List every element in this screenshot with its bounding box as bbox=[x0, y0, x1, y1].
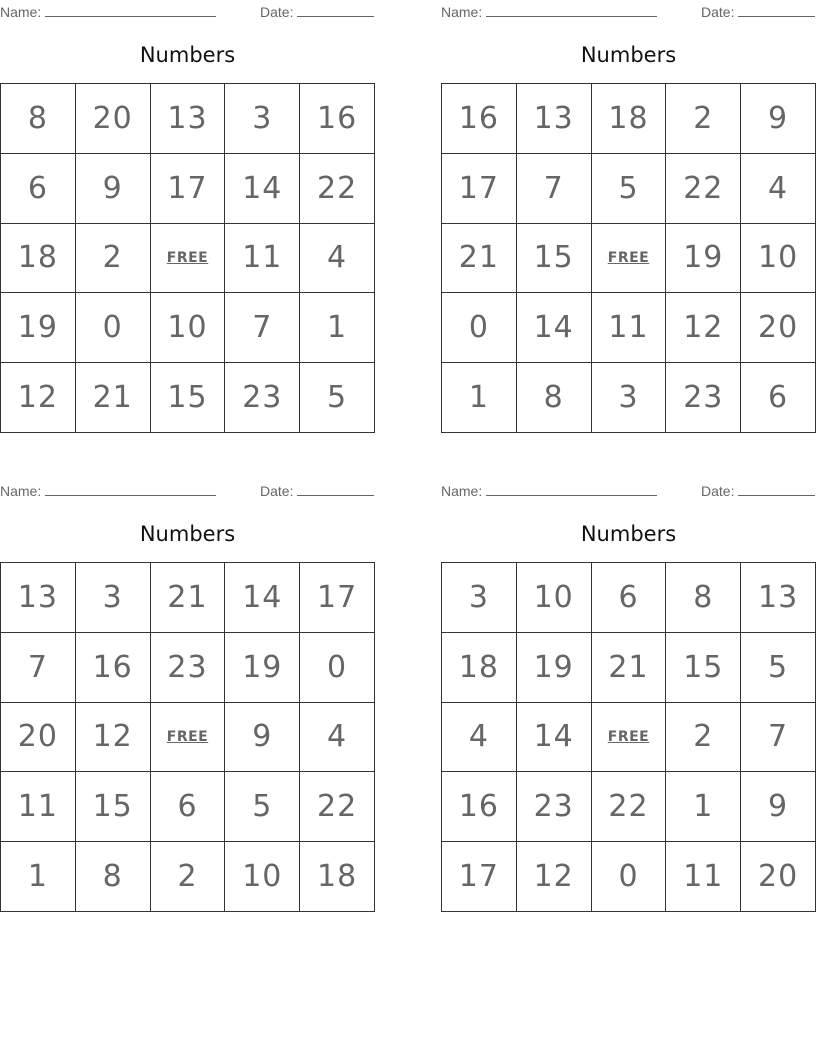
number-cell: 19 bbox=[1, 293, 76, 363]
number-cell: 14 bbox=[225, 154, 300, 224]
number-cell: 10 bbox=[517, 563, 592, 633]
number-cell: 12 bbox=[1, 363, 76, 433]
number-cell: 6 bbox=[151, 772, 226, 842]
name-blank-line[interactable] bbox=[45, 482, 216, 496]
number-cell: 1 bbox=[442, 363, 517, 433]
number-cell: 14 bbox=[225, 563, 300, 633]
number-cell: 0 bbox=[300, 633, 375, 703]
name-field[interactable] bbox=[441, 482, 657, 499]
number-cell: 22 bbox=[592, 772, 667, 842]
number-cell: 10 bbox=[741, 224, 816, 294]
number-cell: 18 bbox=[442, 633, 517, 703]
bingo-grid bbox=[441, 83, 816, 433]
card-title: Numbers bbox=[580, 522, 677, 546]
number-cell: 9 bbox=[76, 154, 151, 224]
free-space-cell: FREE bbox=[151, 703, 226, 773]
number-cell: 9 bbox=[741, 84, 816, 154]
number-cell: 18 bbox=[1, 224, 76, 294]
date-label: Date: bbox=[260, 4, 294, 20]
number-cell: 20 bbox=[1, 703, 76, 773]
number-cell: 9 bbox=[741, 772, 816, 842]
date-blank-line[interactable] bbox=[738, 482, 815, 496]
number-cell: 5 bbox=[741, 633, 816, 703]
number-cell: 8 bbox=[76, 842, 151, 912]
bingo-card bbox=[0, 0, 375, 434]
free-space-cell: FREE bbox=[592, 224, 667, 294]
date-blank-line[interactable] bbox=[297, 482, 374, 496]
date-blank-line[interactable] bbox=[297, 3, 374, 17]
name-label: Name: bbox=[0, 483, 42, 499]
number-cell: 20 bbox=[76, 84, 151, 154]
number-cell: 7 bbox=[517, 154, 592, 224]
header-fields bbox=[0, 482, 375, 498]
date-label: Date: bbox=[701, 4, 735, 20]
card-title: Numbers bbox=[139, 522, 236, 546]
number-cell: 5 bbox=[300, 363, 375, 433]
number-cell: 9 bbox=[225, 703, 300, 773]
number-cell: 11 bbox=[666, 842, 741, 912]
name-field[interactable] bbox=[0, 482, 216, 499]
name-blank-line[interactable] bbox=[486, 482, 657, 496]
number-cell: 11 bbox=[225, 224, 300, 294]
number-cell: 17 bbox=[151, 154, 226, 224]
number-cell: 2 bbox=[151, 842, 226, 912]
date-field[interactable] bbox=[701, 482, 815, 499]
number-cell: 3 bbox=[225, 84, 300, 154]
number-cell: 8 bbox=[666, 563, 741, 633]
number-cell: 13 bbox=[517, 84, 592, 154]
number-cell: 17 bbox=[442, 154, 517, 224]
name-field[interactable] bbox=[441, 3, 657, 20]
number-cell: 7 bbox=[1, 633, 76, 703]
date-field[interactable] bbox=[260, 482, 374, 499]
name-blank-line[interactable] bbox=[486, 3, 657, 17]
number-cell: 1 bbox=[300, 293, 375, 363]
number-cell: 12 bbox=[666, 293, 741, 363]
number-cell: 15 bbox=[666, 633, 741, 703]
date-field[interactable] bbox=[260, 3, 374, 20]
number-cell: 13 bbox=[151, 84, 226, 154]
number-cell: 6 bbox=[741, 363, 816, 433]
number-cell: 18 bbox=[592, 84, 667, 154]
number-cell: 19 bbox=[225, 633, 300, 703]
number-cell: 21 bbox=[442, 224, 517, 294]
number-cell: 2 bbox=[666, 703, 741, 773]
number-cell: 20 bbox=[741, 842, 816, 912]
name-label: Name: bbox=[441, 483, 483, 499]
number-cell: 6 bbox=[1, 154, 76, 224]
number-cell: 1 bbox=[1, 842, 76, 912]
bingo-card bbox=[441, 479, 816, 913]
number-cell: 15 bbox=[517, 224, 592, 294]
number-cell: 10 bbox=[225, 842, 300, 912]
number-cell: 7 bbox=[741, 703, 816, 773]
number-cell: 8 bbox=[1, 84, 76, 154]
number-cell: 23 bbox=[517, 772, 592, 842]
number-cell: 21 bbox=[151, 563, 226, 633]
number-cell: 2 bbox=[666, 84, 741, 154]
bingo-card bbox=[441, 0, 816, 434]
number-cell: 21 bbox=[592, 633, 667, 703]
header-fields bbox=[0, 3, 375, 19]
number-cell: 22 bbox=[300, 154, 375, 224]
name-blank-line[interactable] bbox=[45, 3, 216, 17]
number-cell: 20 bbox=[741, 293, 816, 363]
number-cell: 12 bbox=[517, 842, 592, 912]
bingo-grid bbox=[441, 562, 816, 912]
number-cell: 4 bbox=[300, 703, 375, 773]
number-cell: 6 bbox=[592, 563, 667, 633]
number-cell: 13 bbox=[1, 563, 76, 633]
number-cell: 4 bbox=[442, 703, 517, 773]
name-label: Name: bbox=[441, 4, 483, 20]
number-cell: 1 bbox=[666, 772, 741, 842]
number-cell: 22 bbox=[300, 772, 375, 842]
number-cell: 16 bbox=[300, 84, 375, 154]
number-cell: 16 bbox=[442, 84, 517, 154]
header-fields bbox=[441, 3, 816, 19]
date-field[interactable] bbox=[701, 3, 815, 20]
number-cell: 13 bbox=[741, 563, 816, 633]
number-cell: 11 bbox=[592, 293, 667, 363]
number-cell: 17 bbox=[300, 563, 375, 633]
free-space-cell: FREE bbox=[151, 224, 226, 294]
number-cell: 15 bbox=[151, 363, 226, 433]
bingo-card bbox=[0, 479, 375, 913]
number-cell: 7 bbox=[225, 293, 300, 363]
number-cell: 3 bbox=[592, 363, 667, 433]
date-label: Date: bbox=[260, 483, 294, 499]
bingo-grid bbox=[0, 562, 375, 912]
card-title: Numbers bbox=[139, 43, 236, 67]
number-cell: 4 bbox=[741, 154, 816, 224]
number-cell: 19 bbox=[517, 633, 592, 703]
number-cell: 10 bbox=[151, 293, 226, 363]
number-cell: 21 bbox=[76, 363, 151, 433]
number-cell: 14 bbox=[517, 703, 592, 773]
number-cell: 23 bbox=[151, 633, 226, 703]
name-field[interactable] bbox=[0, 3, 216, 20]
number-cell: 23 bbox=[225, 363, 300, 433]
header-fields bbox=[441, 482, 816, 498]
number-cell: 0 bbox=[442, 293, 517, 363]
card-title: Numbers bbox=[580, 43, 677, 67]
bingo-grid bbox=[0, 83, 375, 433]
date-blank-line[interactable] bbox=[738, 3, 815, 17]
number-cell: 4 bbox=[300, 224, 375, 294]
number-cell: 23 bbox=[666, 363, 741, 433]
free-space-cell: FREE bbox=[592, 703, 667, 773]
number-cell: 8 bbox=[517, 363, 592, 433]
number-cell: 22 bbox=[666, 154, 741, 224]
number-cell: 0 bbox=[76, 293, 151, 363]
number-cell: 2 bbox=[76, 224, 151, 294]
number-cell: 11 bbox=[1, 772, 76, 842]
number-cell: 15 bbox=[76, 772, 151, 842]
number-cell: 17 bbox=[442, 842, 517, 912]
number-cell: 14 bbox=[517, 293, 592, 363]
number-cell: 3 bbox=[442, 563, 517, 633]
number-cell: 19 bbox=[666, 224, 741, 294]
number-cell: 5 bbox=[592, 154, 667, 224]
number-cell: 12 bbox=[76, 703, 151, 773]
name-label: Name: bbox=[0, 4, 42, 20]
number-cell: 0 bbox=[592, 842, 667, 912]
number-cell: 5 bbox=[225, 772, 300, 842]
number-cell: 16 bbox=[76, 633, 151, 703]
number-cell: 3 bbox=[76, 563, 151, 633]
date-label: Date: bbox=[701, 483, 735, 499]
number-cell: 16 bbox=[442, 772, 517, 842]
number-cell: 18 bbox=[300, 842, 375, 912]
